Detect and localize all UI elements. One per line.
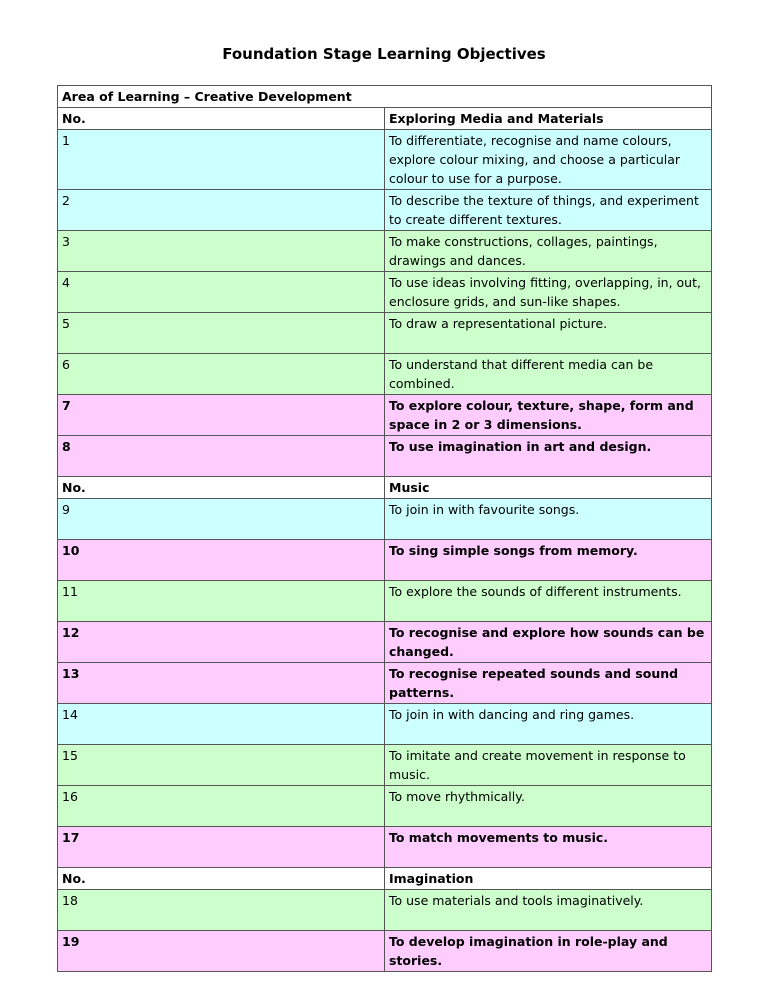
- objective-text: To join in with dancing and ring games.: [385, 704, 712, 745]
- objective-text: To move rhythmically.: [385, 786, 712, 827]
- objective-number: 19: [58, 931, 385, 972]
- objective-row: [58, 395, 712, 436]
- objective-text: To describe the texture of things, and experiment to create different textures.: [385, 190, 712, 231]
- objective-row: [58, 890, 712, 931]
- section-header-row: [58, 477, 712, 499]
- objective-number: 12: [58, 622, 385, 663]
- objective-row: [58, 313, 712, 354]
- objective-text: To explore colour, texture, shape, form and space in 2 or 3 dimensions.: [385, 395, 712, 436]
- objective-row: [58, 272, 712, 313]
- section-heading: Exploring Media and Materials: [385, 108, 712, 130]
- objective-row: [58, 354, 712, 395]
- objective-text: To sing simple songs from memory.: [385, 540, 712, 581]
- objective-text: To make constructions, collages, paintings, drawings and dances.: [385, 231, 712, 272]
- objective-row: [58, 622, 712, 663]
- objective-text: To match movements to music.: [385, 827, 712, 868]
- objective-number: 18: [58, 890, 385, 931]
- objective-text: To explore the sounds of different instruments.: [385, 581, 712, 622]
- objective-text: To recognise and explore how sounds can be changed.: [385, 622, 712, 663]
- area-heading: Area of Learning – Creative Development: [58, 86, 712, 108]
- objective-number: 11: [58, 581, 385, 622]
- objective-number: 13: [58, 663, 385, 704]
- objective-row: [58, 436, 712, 477]
- no-column-label: No.: [58, 868, 385, 890]
- objective-text: To draw a representational picture.: [385, 313, 712, 354]
- objective-row: [58, 786, 712, 827]
- no-column-label: No.: [58, 108, 385, 130]
- objective-number: 1: [58, 130, 385, 190]
- objective-text: To use ideas involving fitting, overlapping, in, out, enclosure grids, and sun-like shapes.: [385, 272, 712, 313]
- no-column-label: No.: [58, 477, 385, 499]
- objectives-table: [57, 85, 712, 972]
- objective-row: [58, 581, 712, 622]
- objective-number: 17: [58, 827, 385, 868]
- objective-row: [58, 499, 712, 540]
- objective-text: To join in with favourite songs.: [385, 499, 712, 540]
- section-heading: Imagination: [385, 868, 712, 890]
- section-heading: Music: [385, 477, 712, 499]
- objective-number: 4: [58, 272, 385, 313]
- objective-text: To use materials and tools imaginatively.: [385, 890, 712, 931]
- objective-text: To use imagination in art and design.: [385, 436, 712, 477]
- area-row: [58, 86, 712, 108]
- objective-row: [58, 231, 712, 272]
- objective-row: [58, 130, 712, 190]
- objective-row: [58, 190, 712, 231]
- objective-number: 3: [58, 231, 385, 272]
- objective-row: [58, 704, 712, 745]
- objective-text: To differentiate, recognise and name colours, explore colour mixing, and choose a particular colour to use for a purpose.: [385, 130, 712, 190]
- section-header-row: [58, 108, 712, 130]
- objective-row: [58, 931, 712, 972]
- objective-text: To develop imagination in role-play and stories.: [385, 931, 712, 972]
- objective-row: [58, 745, 712, 786]
- objective-number: 8: [58, 436, 385, 477]
- objective-number: 16: [58, 786, 385, 827]
- objective-text: To imitate and create movement in response to music.: [385, 745, 712, 786]
- objective-number: 15: [58, 745, 385, 786]
- objective-row: [58, 663, 712, 704]
- objective-number: 14: [58, 704, 385, 745]
- objective-number: 2: [58, 190, 385, 231]
- objective-number: 7: [58, 395, 385, 436]
- objective-number: 10: [58, 540, 385, 581]
- objective-text: To recognise repeated sounds and sound patterns.: [385, 663, 712, 704]
- objective-row: [58, 827, 712, 868]
- objective-row: [58, 540, 712, 581]
- section-header-row: [58, 868, 712, 890]
- page-title: Foundation Stage Learning Objectives: [222, 45, 546, 63]
- objective-text: To understand that different media can be combined.: [385, 354, 712, 395]
- objective-number: 9: [58, 499, 385, 540]
- objective-number: 5: [58, 313, 385, 354]
- objective-number: 6: [58, 354, 385, 395]
